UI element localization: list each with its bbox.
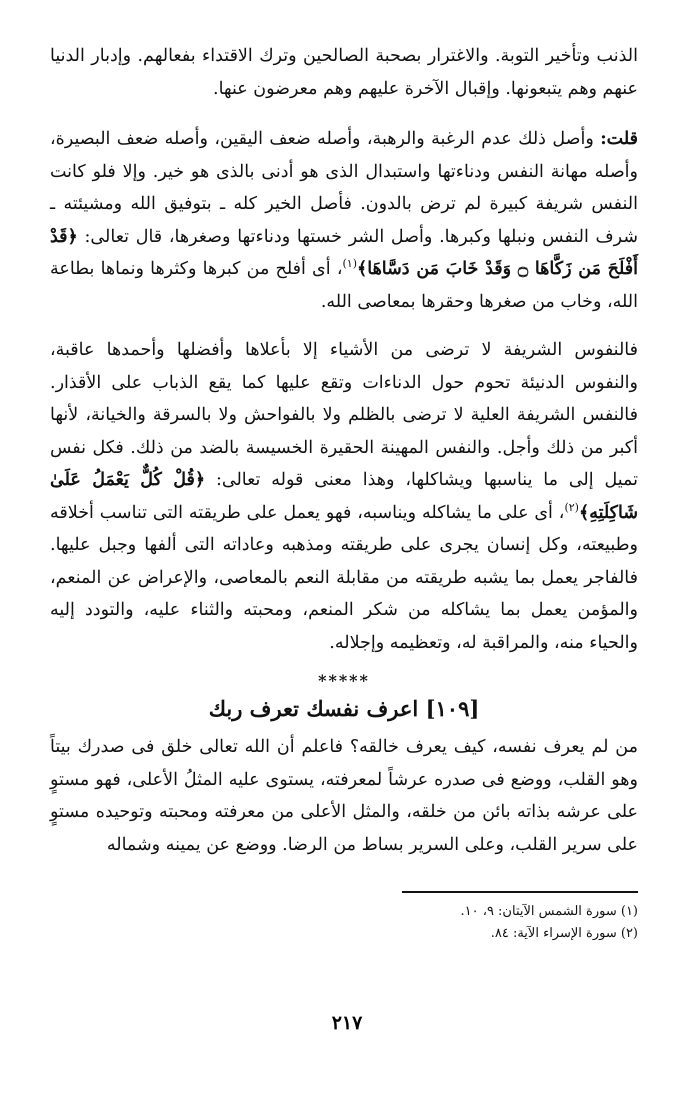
section-separator: *****: [318, 671, 370, 690]
footnote-ref-1: (١): [342, 257, 357, 271]
footnotes: [50, 901, 638, 945]
footnote-1: (١) سورة الشمس الآيتان: ٩، ١٠.: [460, 904, 638, 919]
section-heading: [١٠٩] اعرف نفسك تعرف ربك: [208, 696, 480, 721]
page-number: ٢١٧: [331, 1013, 363, 1034]
paragraph-3-text-2: ، أى على ما يشاكله ويناسبه، فهو يعمل على طريقته التى تناسب أخلاقه وطبيعته، وكل إنسان يجرى على طريقته ومذهبه وعاداته التى ألفها وجبل عليها. فالفاجر يعمل بما يشبه طريقته من مقابلة النعم بالمعاصى، والإعراض عن المنعم، والمؤمن يعمل بما يشاكله من شكر المنعم، ومحبته والثناء عليه، والتودد إليه والحياء منه، والمراقبة له، وتعظيمه وإجلاله.: [50, 502, 638, 653]
footnote-divider: [402, 891, 638, 893]
paragraph-3: [50, 334, 638, 659]
paragraph-3-text-1: فالنفوس الشريفة لا ترضى من الأشياء إلا بأعلاها وأفضلها وأحمدها عاقبة، والنفوس الدنيئة تحوم حول الدناءات وتقع عليها كما يقع الذباب على الأقذار. فالنفس الشريفة العلية لا ترضى بالظلم ولا بالفواحش ولا بالسرقة والخيانة، لأنها أكبر من ذلك وأجل. والنفس المهينة الحقيرة الخسيسة بالضد من ذلك. فكل نفس تميل إلى ما يناسبها ويشاكلها، وهذا معنى قوله تعالى:: [50, 340, 639, 490]
paragraph-1: الذنب وتأخير التوبة. والاغترار بصحبة الصالحين وترك الاقتداء بفعالهم. وإدبار الدنيا عنهم وهم يتبعونها. وإقبال الآخرة عليهم وهم معرضون عنها.: [50, 46, 638, 99]
paragraph-2-lead: قلت:: [600, 129, 638, 149]
footnote-2: (٢) سورة الإسراء الآية: ٨٤.: [490, 926, 638, 941]
paragraph-2: [50, 123, 638, 318]
paragraph-2-text-1: وأصل ذلك عدم الرغبة والرهبة، وأصله ضعف اليقين، وأصله ضعف البصيرة، وأصله مهانة النفس ودناءتها واستبدال الذى هو أدنى بالذى هو خير. وإلا فلو كانت النفس شريفة كبيرة لم ترض بالدون. فأصل الخير كله ـ بتوفيق الله ومشيئته ـ شرف النفس ونبلها وكبرها. وأصل الشر خستها ودناءتها وصغرها، قال تعالى:: [50, 129, 638, 247]
paragraph-2-text-2: ، أى أفلح من كبرها وكثرها ونماها بطاعة الله، وخاب من صغرها وحقرها بمعاصى الله.: [50, 259, 638, 312]
footnote-ref-2: (٢): [564, 500, 579, 514]
quran-verse-2: ﴿قُلْ كُلٌّ يَعْمَلُ عَلَىٰ شَاكِلَتِهِ﴾: [50, 470, 638, 523]
quran-verse-1: ﴿قَدْ أَفْلَحَ مَن زَكَّاهَا ۝ وَقَدْ خَابَ مَن دَسَّاهَا﴾: [50, 226, 638, 279]
paragraph-4: من لم يعرف نفسه، كيف يعرف خالقه؟ فاعلم أن الله تعالى خلق فى صدرك بيتاً وهو القلب، ووضع فى صدره عرشاً لمعرفته، يستوى عليه المثلُ الأعلى، فهو مستوٍ على عرشه بذاته بائن من خلقه، والمثل الأعلى من معرفته ومحبته وتوحيده مستوٍ على سرير القلب، وعلى السرير بساط من الرضا. ووضع عن يمينه وشماله: [50, 737, 638, 855]
